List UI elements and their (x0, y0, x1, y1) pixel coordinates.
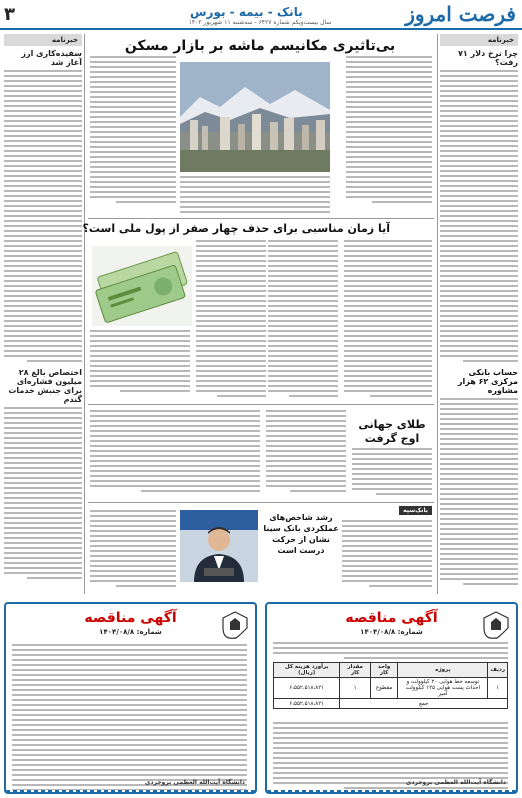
article-divider (88, 404, 434, 405)
second-article-text-1 (344, 240, 432, 400)
right-column-box-title: حساب بانکی مرکزی ۶۲ هزار مشاوره (457, 368, 518, 395)
gold-headline: طلای جهانی اوج گرفت (358, 418, 426, 445)
page-header (0, 0, 522, 30)
tender-ad-left (4, 602, 257, 794)
second-headline: آیا زمان مناسبی برای حذف چهار صفر از پول ملی است؟ (82, 222, 390, 235)
table-row: ۱ توسعه خط هوایی ۲۰ کیلوولت و احداث پست هوایی ۱۲۵ کیلوولت آمپر مقطوع ۱ ۶،۵۵۲،۵۱۸،۸۲۱ (274, 678, 508, 699)
left-news-column (4, 34, 82, 594)
city-skyline-photo (180, 62, 330, 172)
left-column-box-title: اختصاص بالغ ۲۸ میلیون فشاره‌ای برای جنبش خدمات گندم (8, 368, 82, 404)
column-divider (437, 34, 438, 594)
article-divider (88, 502, 434, 503)
ad-signature: دانشگاه آیت‌الله العظمی بروجردی (144, 779, 245, 786)
bank-box-label: بانک‌سپه (399, 506, 432, 515)
table-header: ردیف (488, 663, 508, 678)
table-header: واحد کار (370, 663, 398, 678)
main-article-text-under-photo (180, 176, 330, 214)
right-column-text (440, 70, 518, 362)
official-portrait-photo (180, 510, 258, 582)
bank-headline: رشد شاخص‌های عملکردی بانک سینا نشان از حرکت درست است (263, 513, 339, 555)
gold-article-text-3 (90, 410, 260, 500)
left-column-head: خبرنامه (4, 34, 82, 46)
second-article-text-2 (268, 240, 338, 400)
table-total-row: جمع ۶،۵۵۲،۵۱۸،۸۲۱ (274, 699, 508, 709)
page-number: ۳ (4, 4, 15, 25)
main-article-text-left (90, 56, 176, 206)
article-divider (88, 218, 434, 219)
bank-article-text (342, 520, 432, 594)
section-title: بانک - بیمه - بورس (190, 5, 303, 19)
right-column-head: خبرنامه (440, 34, 518, 46)
ad-number: شماره: ۱۴۰۴/۰۸/۸ (99, 628, 162, 636)
bank-article-text-2 (90, 510, 176, 594)
column-divider (84, 34, 85, 594)
newspaper-logo: فرصت امروز (405, 2, 516, 26)
table-header: برآورد هزینه کل (ریال) (274, 663, 340, 678)
ad-title: آگهی مناقصه (345, 610, 438, 626)
main-headline: بی‌تاثیری مکانیسم ماشه بر بازار مسکن (124, 38, 396, 54)
gold-article-text (352, 448, 432, 498)
right-news-column (440, 34, 518, 594)
ad-signature: دانشگاه آیت‌الله العظمی بروجردی (405, 779, 506, 786)
right-column-title: چرا نرخ دلار ۷۱ رفت؟ (457, 49, 518, 67)
second-article-text-4 (90, 330, 190, 400)
table-header: مقدار کار (340, 663, 370, 678)
second-article-text-3 (196, 240, 266, 400)
table-header: پروژه (398, 663, 488, 678)
ad-title: آگهی مناقصه (84, 610, 177, 626)
main-article-text-right (346, 56, 432, 206)
issue-meta: سال بیست‌ویکم شماره ۶۴۲۷ - سه‌شنبه ۱۱ شهریور ۱۴۰۲ (188, 19, 332, 26)
gold-article-text-2 (266, 410, 346, 500)
banknote-photo (92, 246, 192, 326)
tender-ad-right (265, 602, 518, 794)
left-column-title: سفید‌ه‌کاری ارز آغاز شد (21, 49, 82, 67)
tender-table (273, 662, 508, 709)
ad-number: شماره: ۱۴۰۴/۰۸/۸ (360, 628, 423, 636)
left-column-text (4, 70, 82, 362)
